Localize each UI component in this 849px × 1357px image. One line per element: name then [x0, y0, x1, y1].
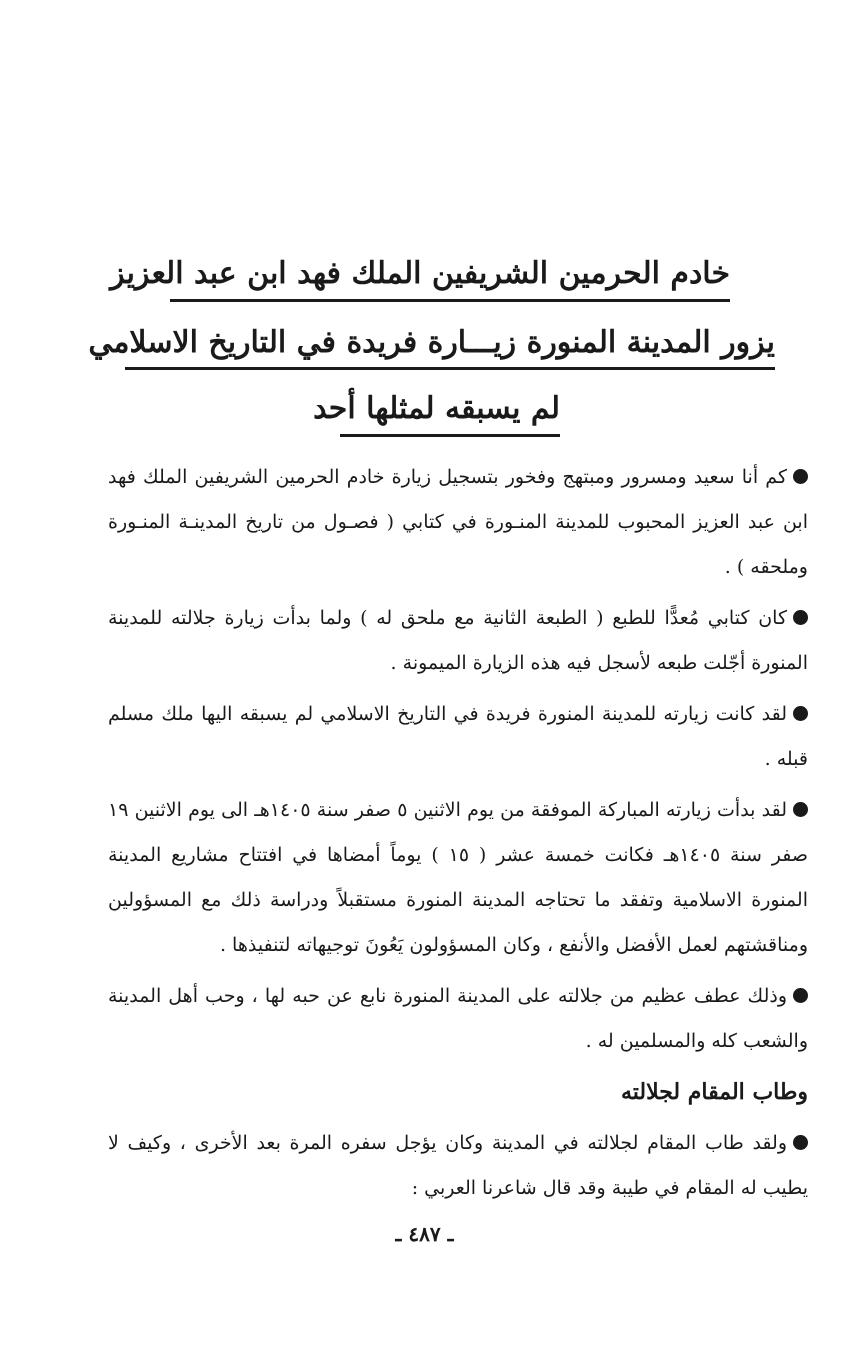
article-body	[108, 455, 808, 1217]
paragraph	[108, 596, 808, 686]
paragraph-text: كان كتابي مُعدًّا للطبع ( الطبعة الثانية مع ملحق له ) ولما بدأت زيارة جلالته للمدينة المنورة أجّلت طبعه لأسجل فيه هذه الزيارة الميمونة .	[108, 607, 808, 674]
paragraph	[108, 1121, 808, 1211]
section-subheading: وطاب المقام لجلالته	[620, 1079, 808, 1105]
paragraph	[108, 692, 808, 782]
title-line-1: خادم الحرمين الشريفين الملك فهد ابن عبد العزيز	[170, 255, 730, 302]
bullet-icon	[793, 988, 808, 1003]
title-block	[88, 255, 800, 437]
title-line-2: يزور المدينة المنورة زيـــارة فريدة في التاريخ الاسلامي	[125, 324, 775, 371]
paragraph-text: لقد بدأت زيارته المباركة الموفقة من يوم الاثنين ٥ صفر سنة ١٤٠٥هـ الى يوم الاثنين ١٩ صفر سنة ١٤٠٥هـ فكانت خمسة عشر ( ١٥ ) يوماً أمضاها في افتتاح مشاريع المدينة المنورة الاسلامية وتفقد ما تحتاجه المدينة المنورة مستقبلاً ودراسة ذلك مع المسؤولين ومناقشتهم لعمل الأفضل والأنفع ، وكان المسؤولون يَعُونَ توجيهاته لتنفيذها .	[108, 799, 808, 956]
paragraph-text: ولقد طاب المقام لجلالته في المدينة وكان يؤجل سفره المرة بعد الأخرى ، وكيف لا يطيب له المقام في طيبة وقد قال شاعرنا العربي :	[108, 1132, 808, 1199]
title-line-3: لم يسبقه لمثلها أحد	[340, 390, 560, 437]
bullet-icon	[793, 802, 808, 817]
bullet-icon	[793, 610, 808, 625]
paragraph-text: كم أنا سعيد ومسرور ومبتهج وفخور بتسجيل زيارة خادم الحرمين الشريفين الملك فهد ابن عبد العزيز المحبوب للمدينة المنـورة في كتابي ( فصـول من تاريخ المدينـة المنـورة وملحقه ) .	[108, 466, 808, 578]
bullet-icon	[793, 1135, 808, 1150]
page-number: ـ ٤٨٧ ـ	[395, 1222, 454, 1246]
paragraph-text: وذلك عطف عظيم من جلالته على المدينة المنورة نابع عن حبه لها ، وحب أهل المدينة والشعب كله والمسلمين له .	[108, 985, 808, 1052]
paragraph	[108, 788, 808, 968]
paragraph	[108, 974, 808, 1064]
bullet-icon	[793, 469, 808, 484]
paragraph-text: لقد كانت زيارته للمدينة المنورة فريدة في التاريخ الاسلامي لم يسبقه اليها ملك مسلم قبله .	[108, 703, 808, 770]
paragraph	[108, 455, 808, 590]
bullet-icon	[793, 706, 808, 721]
